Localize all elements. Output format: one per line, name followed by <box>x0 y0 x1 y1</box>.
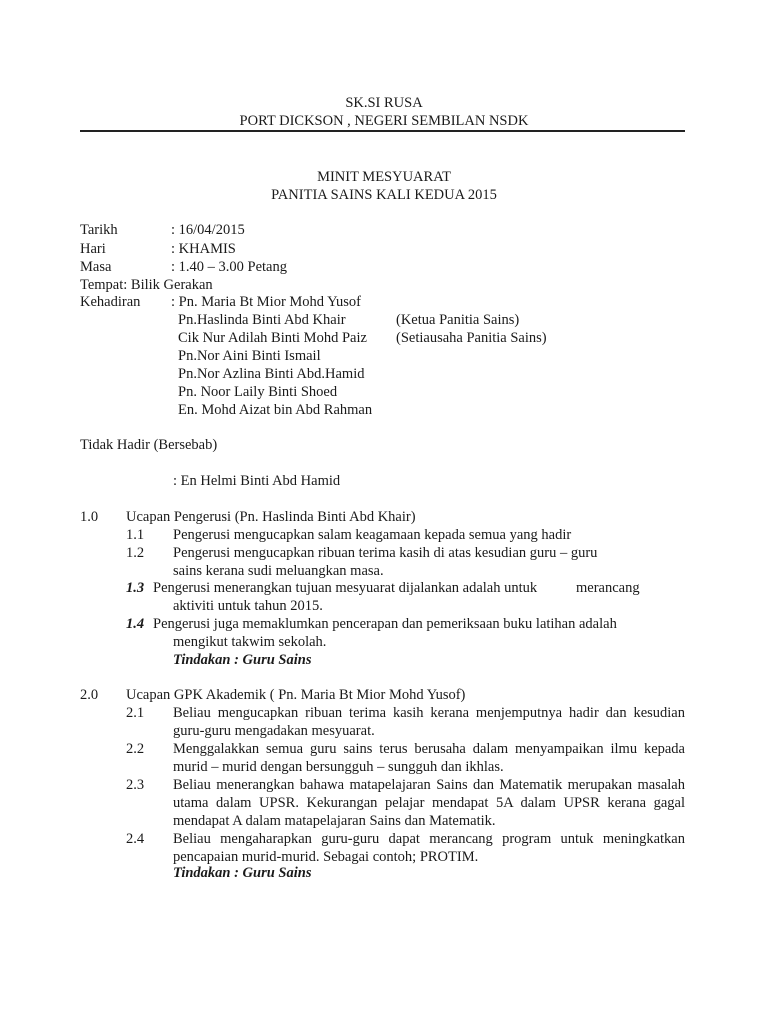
item-text: mengikut takwim sekolah. <box>173 634 327 650</box>
hari-label: Hari <box>80 241 106 257</box>
tempat-line: Tempat: Bilik Gerakan <box>80 277 213 293</box>
minutes-title: MINIT MESYUARAT <box>317 169 451 185</box>
tindakan-label: Tindakan : Guru Sains <box>173 865 312 881</box>
item-text: Beliau menerangkan bahawa matapelajaran Sains dan Matematik merupakan masalah utama dalam UPSR. Kekurangan pelajar mendapat 5A dalam UPSR kerana gagal mendapat A dalam matapelajaran Sains dan Matematik. <box>173 777 685 829</box>
school-name: SK.SI RUSA <box>345 95 423 111</box>
attendee-name: Cik Nur Adilah Binti Mohd Paiz <box>178 330 367 346</box>
masa-value: : 1.40 – 3.00 Petang <box>171 259 287 275</box>
kehadiran-label: Kehadiran <box>80 294 141 310</box>
item-text: merancang <box>576 580 640 596</box>
item-text: Pengerusi menerangkan tujuan mesyuarat dijalankan adalah untuk <box>153 580 538 596</box>
attendee-name: En. Mohd Aizat bin Abd Rahman <box>178 402 373 418</box>
item-text: Beliau mengucapkan ribuan terima kasih kerana menjemputnya hadir dan kesudian guru-guru mengadakan mesyuarat. <box>173 705 685 739</box>
item-number: 2.2 <box>126 741 145 757</box>
absent-name: : En Helmi Binti Abd Hamid <box>173 473 341 489</box>
section-heading: Ucapan Pengerusi (Pn. Haslinda Binti Abd Khair) <box>126 509 416 525</box>
tarikh-value: : 16/04/2015 <box>171 222 245 238</box>
attendee-name: Pn.Nor Azlina Binti Abd.Hamid <box>178 366 365 382</box>
attendee-name: Pn.Nor Aini Binti Ismail <box>178 348 321 364</box>
hari-value: : KHAMIS <box>171 241 236 257</box>
item-number: 2.3 <box>126 777 145 793</box>
section-number: 2.0 <box>80 687 99 703</box>
tindakan-label: Tindakan : Guru Sains <box>173 652 312 668</box>
attendee-role: (Setiausaha Panitia Sains) <box>396 330 547 346</box>
item-text: sains kerana sudi meluangkan masa. <box>173 563 384 579</box>
school-address: PORT DICKSON , NEGERI SEMBILAN NSDK <box>239 113 529 129</box>
item-number: 1.1 <box>126 527 145 543</box>
item-number: 2.4 <box>126 831 145 847</box>
item-text: Pengerusi mengucapkan salam keagamaan kepada semua yang hadir <box>173 527 572 543</box>
attendee-name: Pn. Noor Laily Binti Shoed <box>178 384 338 400</box>
section-heading: Ucapan GPK Akademik ( Pn. Maria Bt Mior Mohd Yusof) <box>126 687 466 703</box>
item-text: Menggalakkan semua guru sains terus berusaha dalam menyampaikan ilmu kepada murid – murid dengan bersungguh – sungguh dan ikhlas. <box>173 741 685 775</box>
attendee-role: (Ketua Panitia Sains) <box>396 312 520 328</box>
section-number: 1.0 <box>80 509 99 525</box>
item-text: Beliau mengaharapkan guru-guru dapat merancang program untuk meningkatkan pencapaian murid-murid. Sebagai contoh; PROTIM. <box>173 831 685 865</box>
item-text: Pengerusi mengucapkan ribuan terima kasih di atas kesudian guru – guru <box>173 545 598 561</box>
item-number: 1.2 <box>126 545 145 561</box>
committee-title: PANITIA SAINS KALI KEDUA 2015 <box>271 187 497 203</box>
item-number: 2.1 <box>126 705 145 721</box>
absent-label: Tidak Hadir (Bersebab) <box>80 437 218 453</box>
item-number: 1.3 <box>126 580 145 596</box>
attendee-name: Pn.Haslinda Binti Abd Khair <box>178 312 346 328</box>
masa-label: Masa <box>80 259 112 275</box>
item-number: 1.4 <box>126 616 145 632</box>
header-divider <box>80 130 685 132</box>
attendee-name: : Pn. Maria Bt Mior Mohd Yusof <box>171 294 361 310</box>
item-text: aktiviti untuk tahun 2015. <box>173 598 323 614</box>
tarikh-label: Tarikh <box>80 222 118 238</box>
item-text: Pengerusi juga memaklumkan pencerapan dan pemeriksaan buku latihan adalah <box>153 616 617 632</box>
